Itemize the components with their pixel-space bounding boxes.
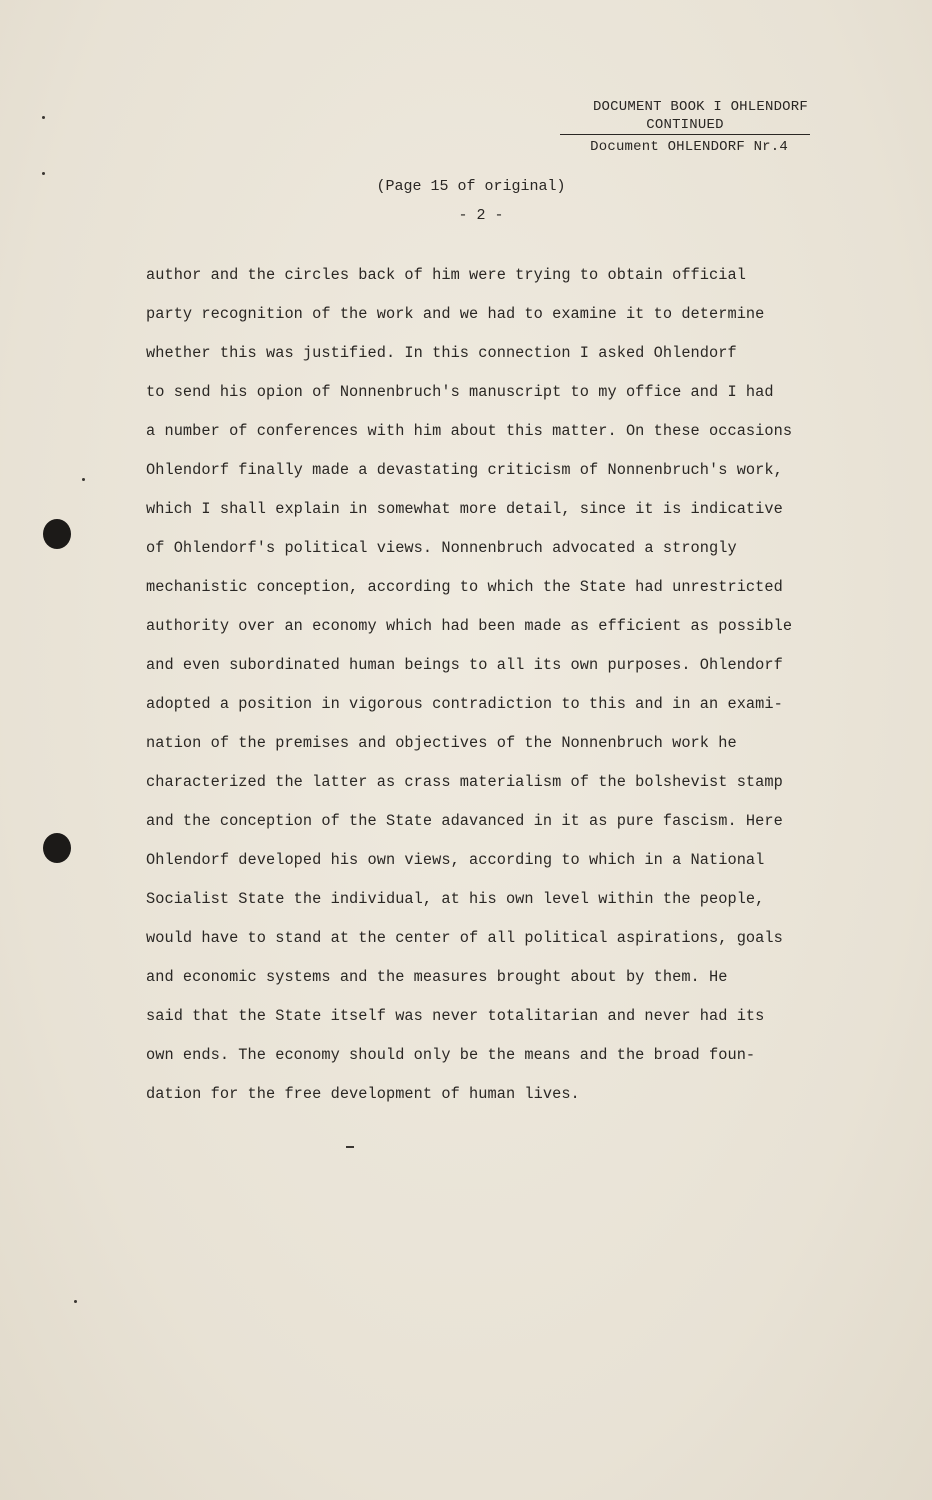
punch-hole-bottom: [43, 833, 71, 863]
body-line: whether this was justified. In this connection I asked Ohlendorf: [146, 344, 737, 362]
body-line: said that the State itself was never totalitarian and never had its: [146, 1007, 765, 1025]
body-line: would have to stand at the center of all political aspirations, goals: [146, 929, 783, 947]
body-line: nation of the premises and objectives of the Nonnenbruch work he: [146, 734, 737, 752]
original-page-reference: (Page 15 of original): [376, 178, 566, 195]
body-line: characterized the latter as crass materialism of the bolshevist stamp: [146, 773, 783, 791]
body-line: and economic systems and the measures brought about by them. He: [146, 968, 728, 986]
paper-speck: [42, 172, 45, 175]
page-number: - 2 -: [458, 207, 504, 224]
paper-speck: [346, 1146, 354, 1148]
body-line: mechanistic conception, according to which the State had unrestricted: [146, 578, 783, 596]
body-line: a number of conferences with him about this matter. On these occasions: [146, 422, 793, 440]
body-line: Ohlendorf finally made a devastating criticism of Nonnenbruch's work,: [146, 461, 783, 479]
punch-hole-top: [43, 519, 71, 549]
body-line: Socialist State the individual, at his own level within the people,: [146, 890, 765, 908]
body-line: Ohlendorf developed his own views, according to which in a National: [146, 851, 765, 869]
continued-label: CONTINUED: [560, 117, 810, 135]
document-number: Document OHLENDORF Nr.4: [590, 139, 788, 155]
body-line: own ends. The economy should only be the means and the broad foun-: [146, 1046, 756, 1064]
document-book-title: DOCUMENT BOOK I OHLENDORF: [592, 99, 808, 115]
body-line: and even subordinated human beings to all its own purposes. Ohlendorf: [146, 656, 783, 674]
document-header: [564, 97, 810, 157]
body-line: of Ohlendorf's political views. Nonnenbruch advocated a strongly: [146, 539, 737, 557]
paper-speck: [42, 116, 45, 119]
body-line: party recognition of the work and we had to examine it to determine: [146, 305, 765, 323]
paper-speck: [82, 478, 85, 481]
body-line: which I shall explain in somewhat more detail, since it is indicative: [146, 500, 783, 518]
body-line: dation for the free development of human lives.: [146, 1085, 580, 1103]
body-line: adopted a position in vigorous contradiction to this and in an exami-: [146, 695, 783, 713]
body-line: to send his opion of Nonnenbruch's manuscript to my office and I had: [146, 383, 774, 401]
body-line: and the conception of the State adavanced in it as pure fascism. Here: [146, 812, 783, 830]
paper-speck: [74, 1300, 77, 1303]
body-line: authority over an economy which had been made as efficient as possible: [146, 617, 793, 635]
body-line: author and the circles back of him were trying to obtain official: [146, 266, 746, 284]
body-text: [146, 264, 836, 1122]
